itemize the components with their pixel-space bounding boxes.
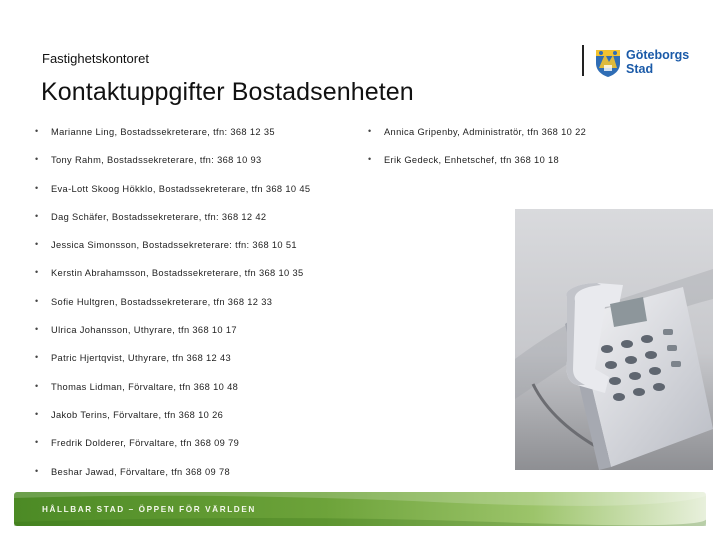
contact-item: • Kerstin Abrahamsson, Bostadssekreterare, tfn 368 10 35 (35, 268, 310, 296)
contact-item: • Ulrica Johansson, Uthyrare, tfn 368 10 17 (35, 325, 310, 353)
telephone-photo (515, 209, 713, 470)
logo-line-2: Stad (626, 62, 654, 76)
department-name: Fastighetskontoret (42, 51, 149, 66)
contact-item: • Annica Gripenby, Administratör, tfn 368 10 22 (368, 127, 586, 155)
contact-item: • Beshar Jawad, Förvaltare, tfn 368 09 78 (35, 467, 310, 495)
contact-item: • Patric Hjertqvist, Uthyrare, tfn 368 12 43 (35, 353, 310, 381)
contact-list-left (35, 127, 310, 495)
contact-item: • Sofie Hultgren, Bostadssekreterare, tfn 368 12 33 (35, 297, 310, 325)
contact-item: • Dag Schäfer, Bostadssekreterare, tfn: 368 12 42 (35, 212, 310, 240)
contact-item: • Tony Rahm, Bostadssekreterare, tfn: 368 10 93 (35, 155, 310, 183)
footer-slogan: HÅLLBAR STAD – ÖPPEN FÖR VÄRLDEN (42, 505, 256, 514)
logo-divider (582, 45, 584, 76)
contact-item: • Jakob Terins, Förvaltare, tfn 368 10 26 (35, 410, 310, 438)
contact-list-right (368, 127, 586, 184)
contact-item: • Eva-Lott Skoog Hökklo, Bostadssekreterare, tfn 368 10 45 (35, 184, 310, 212)
logo-line-1: Göteborgs (626, 48, 690, 62)
page-title: Kontaktuppgifter Bostadsenheten (41, 78, 414, 106)
logo-wordmark (626, 48, 689, 76)
contact-item: • Thomas Lidman, Förvaltare, tfn 368 10 48 (35, 382, 310, 410)
contact-item: • Marianne Ling, Bostadssekreterare, tfn: 368 12 35 (35, 127, 310, 155)
contact-item: • Erik Gedeck, Enhetschef, tfn 368 10 18 (368, 155, 586, 183)
contact-item: • Fredrik Dolderer, Förvaltare, tfn 368 09 79 (35, 438, 310, 466)
coat-of-arms-icon (593, 46, 623, 78)
contact-item: • Jessica Simonsson, Bostadssekreterare: tfn: 368 10 51 (35, 240, 310, 268)
